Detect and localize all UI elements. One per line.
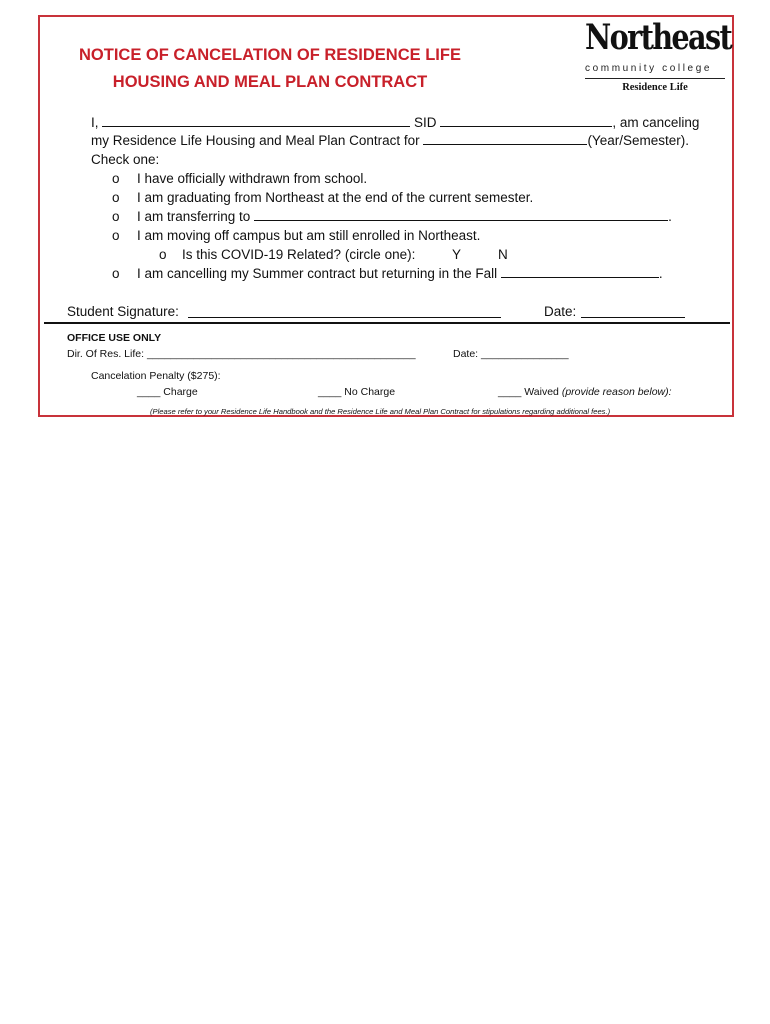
director-line: Dir. Of Res. Life: ______________________________________________ (67, 348, 416, 360)
intro-line-2 (91, 132, 689, 150)
logo-name: Northeast (585, 17, 732, 58)
waived-reason: (provide reason below): (561, 386, 672, 398)
form-title (70, 42, 470, 96)
option-summer-label: I am cancelling my Summer contract but returning in the Fall (137, 266, 498, 281)
check-one-label: Check one: (91, 152, 160, 167)
intro-line-1 (91, 114, 699, 132)
option-withdrawn-label: I have officially withdrawn from school. (137, 171, 368, 186)
option-graduating-checkbox[interactable]: o (112, 190, 120, 205)
signature-date-field[interactable] (581, 317, 685, 318)
charge-option: ____ Charge (137, 386, 198, 398)
form-title-line-2: HOUSING AND MEAL PLAN CONTRACT (112, 73, 428, 91)
fees-footnote: (Please refer to your Residence Life Handbook and the Residence Life and Meal Plan Contract for stipulations regarding additional fees.) (150, 407, 611, 416)
waived-option: ____ Waived (498, 386, 559, 398)
sid-field[interactable] (440, 114, 612, 127)
signature-date-label: Date: (544, 304, 577, 319)
canceling-text: , am canceling (612, 115, 700, 130)
office-divider (44, 322, 730, 324)
student-signature-field[interactable] (188, 317, 501, 318)
logo-subtitle: community college (585, 63, 713, 74)
covid-yes-option[interactable]: Y (452, 247, 462, 262)
student-signature-label: Student Signature: (67, 304, 179, 319)
college-logo (585, 17, 735, 93)
option-summer-row (137, 265, 663, 283)
sid-label: SID (414, 115, 437, 130)
waived-row (498, 385, 672, 399)
summer-period: . (658, 266, 663, 281)
name-field[interactable] (102, 114, 410, 127)
covid-no-option[interactable]: N (498, 247, 508, 262)
transfer-school-field[interactable] (254, 208, 668, 221)
form-title-line-1: NOTICE OF CANCELATION OF RESIDENCE LIFE (79, 46, 461, 64)
transferring-period: . (668, 209, 672, 224)
option-moving-off-checkbox[interactable]: o (112, 228, 120, 243)
covid-question-label: Is this COVID-19 Related? (circle one): (182, 247, 416, 262)
option-moving-off-label: I am moving off campus but am still enrolled in Northeast. (137, 228, 481, 243)
return-semester-field[interactable] (501, 265, 659, 278)
option-transferring-row (137, 208, 672, 226)
option-summer-checkbox[interactable]: o (112, 266, 120, 281)
option-withdrawn-checkbox[interactable]: o (112, 171, 120, 186)
year-semester-label: (Year/Semester). (587, 133, 689, 148)
covid-question-bullet: o (159, 247, 167, 262)
option-transferring-label: I am transferring to (137, 209, 251, 224)
contract-text: my Residence Life Housing and Meal Plan Contract for (91, 133, 420, 148)
logo-department: Residence Life (622, 82, 688, 93)
i-label: I, (91, 115, 99, 130)
office-date-line: Date: _______________ (453, 348, 569, 360)
office-use-heading: OFFICE USE ONLY (67, 332, 162, 344)
option-transferring-checkbox[interactable]: o (112, 209, 120, 224)
penalty-label: Cancelation Penalty ($275): (91, 370, 221, 382)
logo-divider (585, 78, 725, 79)
no-charge-option: ____ No Charge (318, 386, 396, 398)
option-graduating-label: I am graduating from Northeast at the end of the current semester. (137, 190, 534, 205)
year-semester-field[interactable] (423, 132, 587, 145)
